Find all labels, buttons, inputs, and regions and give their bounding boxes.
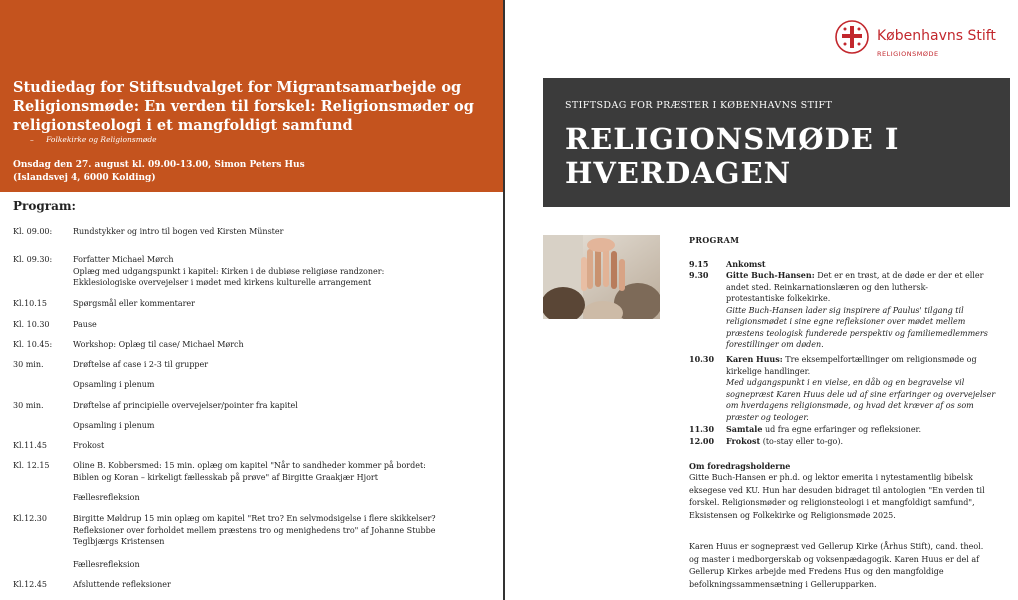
program-description	[73, 319, 493, 331]
left-document	[0, 0, 503, 600]
hero-title-line-2: HVERDAGEN	[565, 156, 792, 190]
program-line: Afsluttende refleksioner	[73, 580, 171, 589]
program-time: Kl. 09.30:	[13, 255, 53, 264]
speaker: Ankomst	[726, 259, 766, 269]
program-description	[73, 379, 493, 391]
program-line: Ekklesiologiske overvejelser i mødet med kirkens kulturelle arrangement	[73, 278, 372, 287]
cross-emblem-icon	[835, 20, 869, 54]
date-line-1: Onsdag den 27. august kl. 09.00-13.00, Simon Peters Hus	[13, 160, 305, 170]
program-time: Kl.12.30	[13, 514, 47, 523]
program-description	[73, 400, 493, 412]
hero-title-line-1: RELIGIONSMØDE I	[565, 122, 900, 156]
program-italic-line: Med udgangspunkt i en vielse, en dåb og en begravelse vil	[726, 378, 965, 387]
program-line: Gitte Buch-Hansen: Det er en trøst, at de døde er der et eller	[726, 270, 984, 280]
program-italic-line: sognepræst Karen Huus dele ud af sine erfaringer og overvejelser	[726, 389, 996, 399]
program-line: Teglbjærgs Kristensen	[73, 537, 165, 546]
program-description	[73, 339, 493, 351]
program-time: 11.30	[689, 424, 715, 434]
hands-photo	[543, 235, 660, 319]
program-description	[726, 259, 1009, 271]
hero-kicker: STIFTSDAG FOR PRÆSTER I KØBENHAVNS STIFT	[565, 100, 833, 111]
left-banner-subtitle	[30, 135, 157, 144]
speaker: Frokost	[726, 436, 761, 446]
program-line: Spørgsmål eller kommentarer	[73, 299, 195, 308]
program-description	[726, 354, 1009, 423]
program-line: Opsamling i plenum	[73, 380, 155, 389]
program-line	[726, 259, 1009, 271]
program-description	[73, 492, 493, 504]
date-line-2: (Islandsvej 4, 6000 Kolding)	[13, 173, 156, 183]
program-time: Kl.10.15	[13, 299, 47, 308]
program-line: Forfatter Michael Mørch	[73, 255, 174, 264]
program-line: Fællesrefleksion	[73, 493, 140, 502]
program-line: Drøftelse af case i 2-3 til grupper	[73, 360, 209, 369]
logo-name: Københavns Stift	[877, 28, 996, 44]
program-italic-line: om hverdagens religionsmøde, og hvad det kræver af os som	[726, 401, 974, 410]
program-time: 9.30	[689, 270, 709, 280]
program-line: Opsamling i plenum	[73, 421, 155, 430]
program-time: Kl. 10.30	[13, 320, 50, 329]
program-time: Kl. 12.15	[13, 461, 50, 470]
speaker: Gitte Buch-Hansen:	[726, 270, 815, 280]
program-line: Fællesrefleksion	[73, 560, 140, 569]
about-line: og master i medborgerskab og voksenpædagogik. Karen Huus er del af	[689, 554, 980, 564]
program-description	[73, 298, 493, 310]
program-description	[73, 440, 493, 452]
program-italic-line: præster og teologer.	[726, 412, 809, 422]
right-program-heading: PROGRAM	[689, 235, 740, 245]
program-line: Biblen og Koran – kirkeligt fællesskab på prøve" af Birgitte Graakjær Hjort	[73, 472, 378, 482]
stift-logo	[835, 20, 1015, 70]
program-italic-line: religionsmødet i sine egne refleksioner over mødet mellem	[726, 317, 966, 326]
program-italic-line: Gitte Buch-Hansen lader sig inspirere af Paulus' tilgang til	[726, 305, 964, 315]
program-line: Oline B. Kobbersmed: 15 min. oplæg om kapitel "Når to sandheder kommer på bordet:	[73, 461, 426, 470]
speaker: Karen Huus:	[726, 354, 783, 364]
program-time: 9.15	[689, 259, 709, 269]
program-line: Refleksioner over forholdet mellem præstens tro og menighedens tro" af Johanne Stubbe	[73, 525, 436, 535]
program-description	[73, 359, 493, 371]
program-description	[73, 420, 493, 432]
subtitle-text: Folkekirke og Religionsmøde	[46, 135, 157, 144]
speaker: Samtale	[726, 424, 763, 434]
program-line: andet sted. Reinkarnationslæren og den luthersk-	[726, 282, 928, 292]
program-description	[73, 513, 493, 548]
program-time: Kl. 10.45:	[13, 340, 53, 349]
program-line: Birgitte Møldrup 15 min oplæg om kapitel "Ret tro? En selvmodsigelse i flere skikkelser?	[73, 514, 436, 523]
program-line: Workshop: Oplæg til case/ Michael Mørch	[73, 340, 244, 349]
program-description	[73, 460, 493, 483]
program-time: 12.00	[689, 436, 715, 446]
about-line: forskel. Religionsmøder og religionsteologi i et mangfoldigt samfund",	[689, 498, 975, 507]
about-heading: Om foredragsholderne	[689, 461, 791, 471]
logo-subtitle: RELIGIONSMØDE	[877, 50, 939, 58]
program-italic-line: forestillinger om døden.	[726, 340, 824, 349]
program-line: protestantiske folkekirke.	[726, 294, 831, 303]
program-line: Oplæg med udgangspunkt i kapitel: Kirken i de dubiøse religiøse randzoner:	[73, 266, 385, 276]
program-line: Karen Huus: Tre eksempelfortællinger om religionsmøde og	[726, 354, 977, 364]
program-time: 10.30	[689, 354, 715, 364]
program-time: Kl.11.45	[13, 441, 47, 450]
program-description	[73, 254, 493, 289]
about-line: Gellerup Kirkes arbejde med Fredens Hus og den mangfoldige	[689, 567, 944, 576]
left-banner-title: Studiedag for Stiftsudvalget for Migrantsamarbejde og Religionsmøde: En verden til forskel: Religionsmøder og religionsteologi i et mangfoldigt samfund	[13, 79, 474, 134]
program-line: Frokost	[73, 441, 105, 450]
hero-title	[565, 122, 899, 190]
about-paragraph-2	[689, 541, 1009, 591]
program-description	[73, 226, 493, 238]
program-description	[726, 424, 1009, 436]
about-line: eksegese ved KU. Hun har desuden bidraget til antologien "En verden til	[689, 485, 985, 495]
program-time: Kl. 09.00:	[13, 227, 53, 236]
about-line: Karen Huus er sognepræst ved Gellerup Kirke (Århus Stift), cand. theol.	[689, 542, 984, 551]
program-description	[726, 270, 1009, 351]
right-document	[505, 0, 1018, 600]
subtitle-dash: –	[30, 135, 34, 144]
program-description	[73, 559, 493, 571]
program-line: Rundstykker og intro til bogen ved Kirsten Münster	[73, 227, 284, 236]
left-program-heading: Program:	[13, 199, 76, 213]
program-time: Kl.12.45	[13, 580, 47, 589]
right-hero	[543, 78, 1010, 207]
program-line: Samtale ud fra egne erfaringer og refleksioner.	[726, 424, 922, 434]
program-line: Frokost (to-stay eller to-go).	[726, 436, 844, 446]
program-description	[726, 436, 1009, 448]
program-time: 30 min.	[13, 401, 44, 410]
program-time: 30 min.	[13, 360, 44, 369]
program-line: Pause	[73, 320, 97, 329]
program-line: Drøftelse af principielle overvejelser/pointer fra kapitel	[73, 401, 298, 410]
program-line: kirkelige handlinger.	[726, 366, 811, 376]
left-banner	[0, 0, 503, 192]
left-banner-date	[13, 159, 305, 185]
about-paragraph-1	[689, 472, 1009, 522]
about-line: Eksistensen og Folkekirke og Religionsmøde 2025.	[689, 510, 896, 520]
about-line: befolkningssammensætning i Gellerupparken.	[689, 579, 877, 589]
program-description	[73, 579, 493, 591]
about-line: Gitte Buch-Hansen er ph.d. og lektor emerita i nytestamentlig bibelsk	[689, 473, 973, 482]
program-italic-line: præstens teologisk funderede perspektiv og familiemedlemmers	[726, 328, 988, 338]
